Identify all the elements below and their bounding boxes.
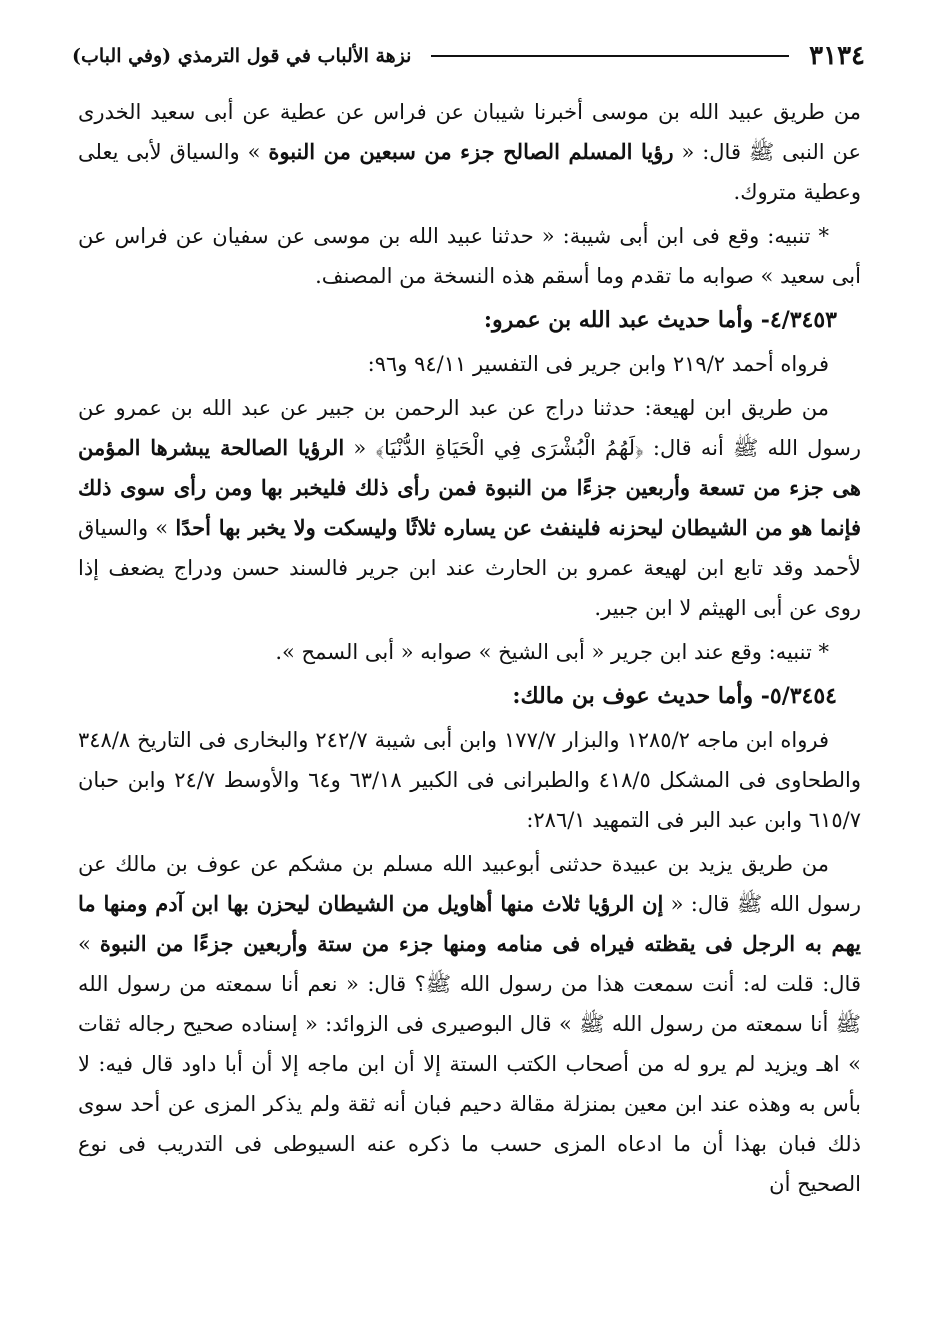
paragraph: [78, 844, 861, 1204]
section-heading: [78, 300, 861, 340]
text: * تنبيه: وقع عند ابن جرير « أبى الشيخ » صوابه « أبى السمح ».: [275, 640, 829, 664]
text: من طريق يزيد بن عبيدة حدثنى أبوعبيد الله مسلم بن مشكم عن عوف بن مالك عن رسول الله ﷺ قال: «: [78, 852, 862, 916]
header-rule: [431, 55, 789, 57]
page-header: [72, 36, 865, 76]
text: » والسياق لأبى يعلى وعطية متروك.: [78, 140, 861, 204]
hadith-text: رؤيا المسلم الصالح جزء من سبعين من النبوة: [268, 139, 674, 164]
running-title: نزهة الألباب في قول الترمذي (وفي الباب): [72, 45, 412, 67]
hadith-text: إن الرؤيا ثلاث منها أهاويل من الشيطان ليحزن بها ابن آدم ومنها ما يهم به الرجل فى يقظته فيراه فى منامه ومنها جزء من ستة وأربعين جزءًا من النبوة: [78, 891, 861, 956]
paragraph: [78, 720, 861, 840]
text: فرواه أحمد ٢١٩/٢ وابن جرير فى التفسير ٩٤/١١ و٩٦:: [367, 352, 829, 376]
body-text: [78, 92, 861, 1208]
heading-text: ٤/٣٤٥٣- وأما حديث عبد الله بن عمرو:: [483, 307, 837, 333]
text: » قال: قلت له: أنت سمعت هذا من رسول الله ﷺ؟ قال: « نعم أنا سمعته من رسول الله ﷺ أنا سمعته من رسول الله ﷺ » قال البوصيرى فى الزوائد: « إسناده صحيح رجاله ثقات » اهـ ويزيد لم يرو له من أصحاب الكتب الستة إلا أن ابن ماجه إلا أن أبا داود قال فيه: لا بأس به وهذه عند ابن معين بمنزلة مقالة دحيم فبان أنه ثقة ولم يذكر المزى عن أحد سوى ذلك فبان بهذا أن ما ادعاه المزى حسب ما ذكره عنه السيوطى فى التدريب فى نوع الصحيح أن: [78, 932, 861, 1196]
paragraph: [78, 344, 861, 384]
heading-text: ٥/٣٤٥٤- وأما حديث عوف بن مالك:: [512, 683, 837, 709]
note-paragraph: [78, 632, 861, 672]
text: فرواه ابن ماجه ١٢٨٥/٢ والبزار ١٧٧/٧ وابن أبى شيبة ٢٤٢/٧ والبخارى فى التاريخ ٣٤٨/٨ والطحاوى فى المشكل ٤١٨/٥ والطبرانى فى الكبير ٦٣/١٨ و٦٤ والأوسط ٢٤/٧ وابن حبان ٦١٥/٧ وابن عبد البر فى التمهيد ٢٨٦/١:: [78, 728, 862, 832]
page-number: ٣١٣٤: [809, 41, 865, 71]
text: * تنبيه: وقع فى ابن أبى شيبة: « حدثنا عبيد الله بن موسى عن سفيان عن فراس عن أبى سعيد » صوابه ما تقدم وما أسقم هذه النسخة من المصنف.: [78, 224, 861, 288]
note-paragraph: [78, 216, 861, 296]
paragraph: [78, 92, 861, 212]
section-heading: [78, 676, 861, 716]
text: من طريق عبيد الله بن موسى أخبرنا شيبان عن فراس عن عطية عن أبى سعيد الخدرى عن النبى ﷺ قال: «: [78, 100, 861, 164]
paragraph: [78, 388, 861, 628]
hadith-text: الرؤيا الصالحة يبشرها المؤمن هى جزء من تسعة وأربعين جزءًا من النبوة فمن رأى ذلك فليخبر بها ومن رأى سوى ذلك فإنما هو من الشيطان ليحزنه فلينفث عن يساره ثلاثًا وليسكت ولا يخبر بها أحدًا: [78, 435, 861, 540]
text: من طريق ابن لهيعة: حدثنا دراج عن عبد الرحمن بن جبير عن عبد الله بن عمرو عن رسول الله ﷺ أنه قال: ﴿لَهُمُ الْبُشْرَى فِي الْحَيَاةِ الدُّنْيَا﴾ «: [78, 396, 862, 460]
text: » والسياق لأحمد وقد تابع ابن لهيعة عمرو بن الحارث عند ابن جرير فالسند حسن ودراج يضعف إذا روى عن أبى الهيثم لا ابن جبير.: [78, 516, 861, 620]
